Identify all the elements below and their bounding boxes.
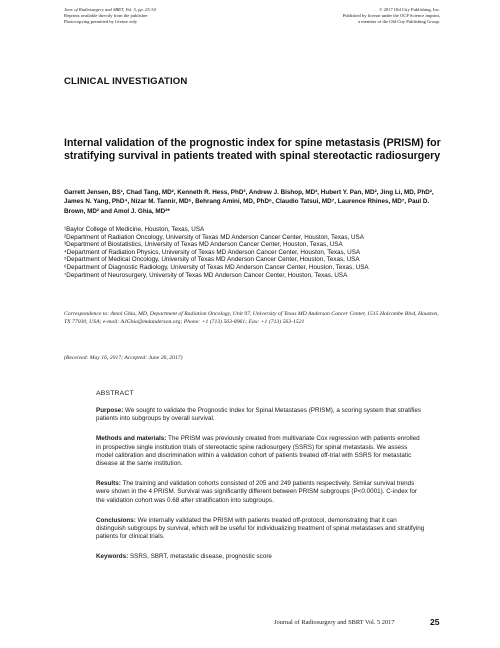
photocopy-note: Photocopying permitted by license only bbox=[64, 19, 138, 24]
affiliation-item: ⁷Department of Neurosurgery, University of Texas MD Anderson Cancer Center, Houston, Texas, USA bbox=[64, 271, 348, 279]
purpose-label: Purpose: bbox=[96, 407, 124, 414]
abstract bbox=[96, 390, 426, 574]
abstract-keywords bbox=[96, 553, 426, 561]
license-line: Published by license under the OCP Science imprint, bbox=[342, 13, 440, 18]
conclusions-text: We internally validated the PRISM with patients treated off-protocol, demonstrating that it can distinguish subgroups by survival, which will be useful for individualizing treatment of spinal metastases and stratifying patients for clinical trials. bbox=[96, 516, 425, 541]
conclusions-label: Conclusions: bbox=[96, 516, 136, 524]
journal-header-left bbox=[64, 7, 264, 25]
keywords-label: Keywords: bbox=[96, 553, 129, 561]
methods-label: Methods and materials: bbox=[96, 435, 167, 443]
keywords-text: SSRS, SBRT, metastatic disease, prognostic score bbox=[128, 553, 272, 561]
affiliation-item: ⁴Department of Radiation Physics, University of Texas MD Anderson Cancer Center, Houston, Texas, USA bbox=[64, 248, 361, 256]
abstract-heading: ABSTRACT bbox=[96, 390, 134, 397]
results-text: The training and validation cohorts consisted of 205 and 249 patients respectively. Similar survival trends were shown in the 4 PRISM. Survival was significantly different between PRISM subgroups (P<0.0001). C-index for the validation cohort was 0.68 after stratification into subgroups. bbox=[96, 480, 418, 504]
methods-text: The PRISM was previously created from multivariate Cox regression with patients enrolled in prospective single institution trials of stereotactic spine radiosurgery (SSRS) for spinal metastasis. We assess model calibration and discrimination within a validation cohort of patients treated off-trial with SSRS for metastatic disease at the same institution. bbox=[96, 435, 420, 468]
reprints-note: Reprints available directly from the publisher bbox=[64, 13, 148, 18]
footer-journal: Journal of Radiosurgery and SBRT Vol. 5 2017 bbox=[274, 619, 395, 626]
article-title: Internal validation of the prognostic index for spine metastasis (PRISM) for stratifying survival in patients treated with spinal stereotactic radiosurgery bbox=[64, 137, 441, 163]
copyright-line: © 2017 Old City Publishing, Inc. bbox=[378, 7, 440, 12]
affiliation-item: ³Department of Biostatistics, University of Texas MD Anderson Cancer Center, Houston, Texas, USA bbox=[64, 241, 343, 249]
affiliation-item: ¹Baylor College of Medicine, Houston, Texas, USA bbox=[64, 226, 205, 233]
results-label: Results: bbox=[96, 480, 121, 488]
author-list: Garrett Jensen, BS¹, Chad Tang, MD², Kenneth R. Hess, PhD³, Andrew J. Bishop, MD², Hubert Y. Pan, MD², Jing Li, MD, PhD², James N. Yang, PhD⁴, Nizar M. Tannir, MD⁵, Behrang Amini, MD, PhD⁶, Claudio Tatsui, MD⁷, Laurence Rhines, MD⁷, Paul D. Brown, MD² and Amol J. Ghia, MD²* bbox=[64, 189, 434, 215]
page-number: 25 bbox=[430, 617, 440, 627]
correspondence: Correspondence to: Amol Ghia, MD, Department of Radiation Oncology, Unit 97, University of Texas MD Anderson Cancer Center, 1515 Holcombe Blvd, Houston, TX 77030, USA; e-mail: AJGhia@mdanderson.org; Phone: +1 (713) 563-8961; Fax: +1 (713) 563-1521 bbox=[64, 311, 439, 326]
abstract-conclusions bbox=[96, 517, 426, 542]
affiliations bbox=[64, 226, 454, 279]
affiliation-item: ⁶Department of Diagnostic Radiology, University of Texas MD Anderson Cancer Center, Houston, Texas, USA bbox=[64, 263, 369, 271]
affiliation-item: ⁵Department of Medical Oncology, University of Texas MD Anderson Cancer Center, Houston, Texas, USA bbox=[64, 256, 360, 264]
abstract-purpose bbox=[96, 407, 426, 423]
abstract-methods bbox=[96, 435, 426, 468]
publisher-group-line: a member of the Old City Publishing Group. bbox=[358, 19, 440, 24]
affiliation-item: ²Department of Radiation Oncology, University of Texas MD Anderson Cancer Center, Houston, Texas, USA bbox=[64, 233, 364, 241]
journal-header-right bbox=[240, 7, 440, 25]
abstract-results bbox=[96, 480, 426, 505]
journal-citation: Jour. of Radiosurgery and SBRT, Vol. 5, pp. 25-34 bbox=[64, 7, 156, 12]
received-dates: (Received: May 16, 2017; Accepted: June 26, 2017) bbox=[64, 355, 183, 361]
purpose-text: We sought to validate the Prognostic Index for Spinal Metastases (PRISM), a scoring system that stratifies patients into subgroups by overall survival. bbox=[96, 407, 422, 423]
section-label: CLINICAL INVESTIGATION bbox=[64, 76, 188, 87]
